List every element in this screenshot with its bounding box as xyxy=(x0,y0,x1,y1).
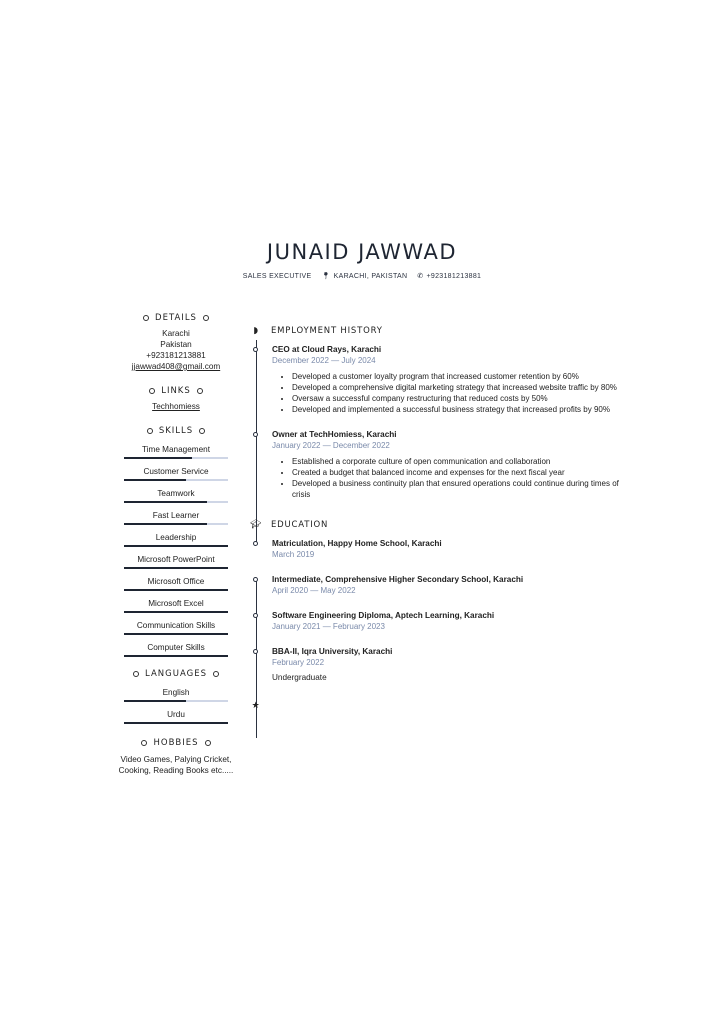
timeline-dot xyxy=(253,541,258,546)
links-block xyxy=(112,401,240,412)
skill-label: Microsoft Office xyxy=(147,577,205,586)
entry-dates: April 2020 — May 2022 xyxy=(272,586,356,595)
entry-title: CEO at Cloud Rays, Karachi xyxy=(272,345,382,354)
employment-list xyxy=(250,344,630,500)
skill-level-fill xyxy=(124,700,186,702)
education-entry xyxy=(272,646,630,683)
timeline-dot xyxy=(253,649,258,654)
skill-label: Leadership xyxy=(155,533,197,542)
skill-item xyxy=(124,441,228,459)
skills-list xyxy=(112,441,240,657)
skill-item xyxy=(124,706,228,724)
skill-level-fill xyxy=(124,457,192,459)
languages-list xyxy=(112,684,240,724)
entry-title: Intermediate, Comprehensive Higher Secondary School, Karachi xyxy=(272,575,524,584)
education-list xyxy=(250,538,630,683)
education-entry xyxy=(272,538,630,560)
details-block xyxy=(112,328,240,372)
timeline-dot xyxy=(253,613,258,618)
skill-level-fill xyxy=(124,722,228,724)
education-heading xyxy=(250,520,630,530)
hobbies-title-text: HOBBIES xyxy=(153,738,199,748)
skill-level-fill xyxy=(124,545,228,547)
skill-label: Customer Service xyxy=(143,467,209,476)
entry-dates: January 2022 — December 2022 xyxy=(272,441,390,450)
link-techhomiess[interactable]: Techhomiess xyxy=(152,402,200,411)
skill-label: Microsoft PowerPoint xyxy=(137,555,215,564)
bullet-icon xyxy=(203,315,209,321)
location-pin-icon: 📍︎ xyxy=(321,273,331,280)
skill-item xyxy=(124,485,228,503)
skill-item xyxy=(124,551,228,569)
entry-bullet: • Established a corporate culture of open communication and collaboration xyxy=(292,456,630,467)
star-icon: ★ xyxy=(251,701,261,711)
bullet-icon xyxy=(143,315,149,321)
entry-bullets xyxy=(272,456,630,500)
candidate-name: JUNAID JAWWAD xyxy=(266,240,458,264)
skill-label: Teamwork xyxy=(157,489,195,498)
bullet-icon xyxy=(205,740,211,746)
entry-bullet: • Developed a customer loyalty program that increased customer retention by 60% xyxy=(292,371,630,382)
details-title xyxy=(112,313,240,323)
skill-level-bar xyxy=(124,523,228,525)
entry-title: Software Engineering Diploma, Aptech Learning, Karachi xyxy=(272,611,495,620)
skill-item xyxy=(124,639,228,657)
detail-email-link[interactable]: jjawwad408@gmail.com xyxy=(131,362,221,371)
links-title xyxy=(112,386,240,396)
skill-item xyxy=(124,595,228,613)
skill-level-fill xyxy=(124,633,228,635)
skill-label: Communication Skills xyxy=(136,621,216,630)
skill-level-bar xyxy=(124,545,228,547)
employment-entry xyxy=(272,429,630,500)
bullet-icon xyxy=(141,740,147,746)
entry-dates: February 2022 xyxy=(272,658,325,667)
skill-level-bar xyxy=(124,457,228,459)
bullet-icon xyxy=(149,388,155,394)
skill-level-fill xyxy=(124,611,228,613)
phone-text: +923181213881 xyxy=(426,272,482,280)
entry-bullet: • Oversaw a successful company restructuring that reduced costs by 50% xyxy=(292,393,630,404)
bullet-icon xyxy=(147,428,153,434)
bullet-icon xyxy=(197,388,203,394)
entry-bullet: • Developed a comprehensive digital marketing strategy that increased website traffic by 80% xyxy=(292,382,630,393)
skill-item xyxy=(124,573,228,591)
links-title-text: LINKS xyxy=(161,386,191,396)
entry-dates: January 2021 — February 2023 xyxy=(272,622,385,631)
timeline-dot xyxy=(253,577,258,582)
skill-level-bar xyxy=(124,501,228,503)
skill-level-fill xyxy=(124,589,228,591)
location-item xyxy=(321,272,407,280)
job-title: SALES EXECUTIVE xyxy=(242,272,312,280)
entry-dates: March 2019 xyxy=(272,550,315,559)
languages-title xyxy=(112,669,240,679)
detail-phone: +923181213881 xyxy=(146,351,206,360)
resume-header xyxy=(0,238,724,280)
employment-heading xyxy=(250,326,630,336)
skill-label: Time Management xyxy=(142,445,210,454)
entry-title: BBA-II, Iqra University, Karachi xyxy=(272,647,393,656)
skill-label: Fast Learner xyxy=(152,511,200,520)
skills-title xyxy=(112,426,240,436)
main-content xyxy=(250,326,630,711)
detail-country: Pakistan xyxy=(160,340,192,349)
skill-item xyxy=(124,507,228,525)
bullet-icon xyxy=(213,671,219,677)
entry-bullet: • Created a budget that balanced income and expenses for the next fiscal year xyxy=(292,467,630,478)
skill-level-bar xyxy=(124,567,228,569)
employment-heading-text: EMPLOYMENT HISTORY xyxy=(271,326,383,336)
hobbies-text: Video Games, Palying Cricket, Cooking, Reading Books etc..... xyxy=(118,755,234,775)
briefcase-icon: ◗ xyxy=(253,326,259,336)
timeline-dot xyxy=(253,347,258,352)
end-marker xyxy=(250,701,630,711)
skill-item xyxy=(124,617,228,635)
timeline-dot xyxy=(253,432,258,437)
skill-level-bar xyxy=(124,611,228,613)
entry-bullet: • Developed a business continuity plan that ensured operations could continue during times of crisis xyxy=(292,478,630,500)
languages-title-text: LANGUAGES xyxy=(145,669,207,679)
entry-title: Matriculation, Happy Home School, Karachi xyxy=(272,539,442,548)
skill-level-bar xyxy=(124,589,228,591)
sidebar xyxy=(112,313,240,776)
phone-icon: ✆ xyxy=(417,273,424,280)
education-entry xyxy=(272,610,630,632)
details-title-text: DETAILS xyxy=(155,313,197,323)
skill-level-fill xyxy=(124,655,228,657)
skill-level-bar xyxy=(124,633,228,635)
skill-item xyxy=(124,463,228,481)
entry-title: Owner at TechHomiess, Karachi xyxy=(272,430,397,439)
education-entry xyxy=(272,574,630,596)
header-subline xyxy=(0,272,724,280)
detail-city: Karachi xyxy=(162,329,190,338)
skill-label: Microsoft Excel xyxy=(148,599,204,608)
skill-level-fill xyxy=(124,523,207,525)
entry-bullets xyxy=(272,371,630,415)
entry-bullet: • Developed and implemented a successful business strategy that increased profits by 90% xyxy=(292,404,630,415)
skill-label: Computer Skills xyxy=(147,643,205,652)
hobbies-title xyxy=(112,738,240,748)
bullet-icon xyxy=(199,428,205,434)
bullet-icon xyxy=(133,671,139,677)
skill-level-fill xyxy=(124,479,186,481)
skill-level-fill xyxy=(124,567,228,569)
skill-item xyxy=(124,684,228,702)
phone-item xyxy=(417,272,481,280)
skill-level-bar xyxy=(124,479,228,481)
employment-entry xyxy=(272,344,630,415)
skill-item xyxy=(124,529,228,547)
skill-level-fill xyxy=(124,501,207,503)
education-heading-text: EDUCATION xyxy=(271,520,329,530)
skill-label: Urdu xyxy=(167,710,185,719)
skill-label: English xyxy=(162,688,190,697)
skill-level-bar xyxy=(124,655,228,657)
skill-level-bar xyxy=(124,722,228,724)
entry-dates: December 2022 — July 2024 xyxy=(272,356,376,365)
skill-level-bar xyxy=(124,700,228,702)
skills-title-text: SKILLS xyxy=(158,426,194,436)
entry-description: Undergraduate xyxy=(272,673,327,682)
location-text: KARACHI, PAKISTAN xyxy=(333,272,408,280)
graduation-cap-icon: 🎓︎ xyxy=(250,520,263,530)
